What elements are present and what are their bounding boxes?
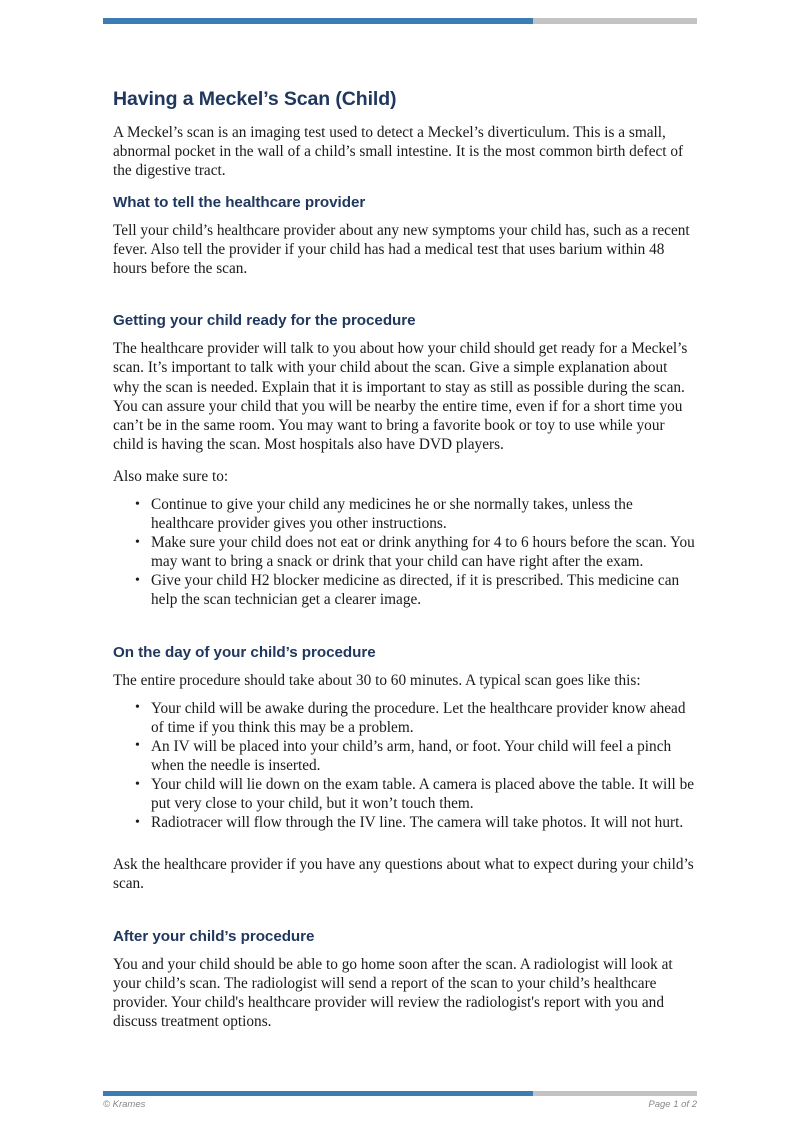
section-heading-getting-ready: Getting your child ready for the procedure <box>113 312 416 330</box>
getting-ready-paragraph-2: Also make sure to: <box>113 467 229 485</box>
section-spacer <box>113 291 697 311</box>
header-rule-blue-segment <box>103 18 533 24</box>
page-footer <box>103 1099 697 1110</box>
section-spacer <box>113 907 697 927</box>
header-rule-gray-segment <box>533 18 697 24</box>
intro-paragraph: A Meckel’s scan is an imaging test used to detect a Meckel’s diverticulum. This is a small, abnormal pocket in the wall of a child’s small intestine. It is the most common birth defect of the digestive tract. <box>113 123 684 179</box>
section-spacer <box>113 623 697 643</box>
document-content <box>113 88 697 1031</box>
footer-rule-gray-segment <box>533 1091 697 1096</box>
section-heading-day-of: On the day of your child’s procedure <box>113 643 376 661</box>
getting-ready-paragraph-1: The healthcare provider will talk to you about how your child should get ready for a Meckel’s scan. It’s important to talk with your child about the scan. Give a simple explanation about why the scan is needed. Explain that it is important to stay as still as possible during the scan. You can assure your child that you will be nearby the entire time, even if for a short time you can’t be in the same room. You may want to bring a favorite book or toy to use while your child is having the scan. Most hospitals also have DVD players. <box>113 340 688 453</box>
footer-divider-rule <box>103 1091 697 1096</box>
list-item: • Your child will be awake during the procedure. Let the healthcare provider know ahead of time if you think this may be a problem. <box>113 699 697 737</box>
footer-rule-blue-segment <box>103 1091 533 1096</box>
paragraph-spacer <box>113 845 697 855</box>
section-heading-after: After your child’s procedure <box>113 927 315 945</box>
list-item: • Your child will lie down on the exam table. A camera is placed above the table. It will be put very close to your child, but it won’t touch them. <box>113 775 697 813</box>
list-item: • Make sure your child does not eat or drink anything for 4 to 6 hours before the scan. You may want to bring a snack or drink that your child can have right after the exam. <box>113 533 697 571</box>
list-item: • An IV will be placed into your child’s arm, hand, or foot. Your child will feel a pinch when the needle is inserted. <box>113 737 697 775</box>
day-of-paragraph-2: Ask the healthcare provider if you have any questions about what to expect during your child’s scan. <box>113 856 694 893</box>
after-paragraph: You and your child should be able to go home soon after the scan. A radiologist will look at your child’s scan. The radiologist will send a report of the scan to your child’s healthcare provider. Your child's healthcare provider will review the radiologist's report with you and discuss treatment options. <box>113 955 673 1030</box>
day-of-paragraph-1: The entire procedure should take about 30 to 60 minutes. A typical scan goes like this: <box>113 671 641 689</box>
copyright-text: © Krames <box>103 1099 146 1110</box>
getting-ready-bullet-list <box>113 495 697 610</box>
day-of-bullet-list <box>113 699 697 833</box>
what-to-tell-paragraph: Tell your child’s healthcare provider about any new symptoms your child has, such as a recent fever. Also tell the provider if your child has had a medical test that uses barium within 48 hours before the scan. <box>113 222 690 278</box>
section-heading-what-to-tell: What to tell the healthcare provider <box>113 194 366 212</box>
list-item: • Radiotracer will flow through the IV line. The camera will take photos. It will not hurt. <box>113 813 697 832</box>
page-number-text: Page 1 of 2 <box>648 1099 697 1110</box>
header-divider-rule <box>103 18 697 24</box>
list-item: • Continue to give your child any medicines he or she normally takes, unless the healthcare provider gives you other instructions. <box>113 495 697 533</box>
list-item: • Give your child H2 blocker medicine as directed, if it is prescribed. This medicine can help the scan technician get a clearer image. <box>113 571 697 609</box>
page-title: Having a Meckel’s Scan (Child) <box>113 88 397 110</box>
